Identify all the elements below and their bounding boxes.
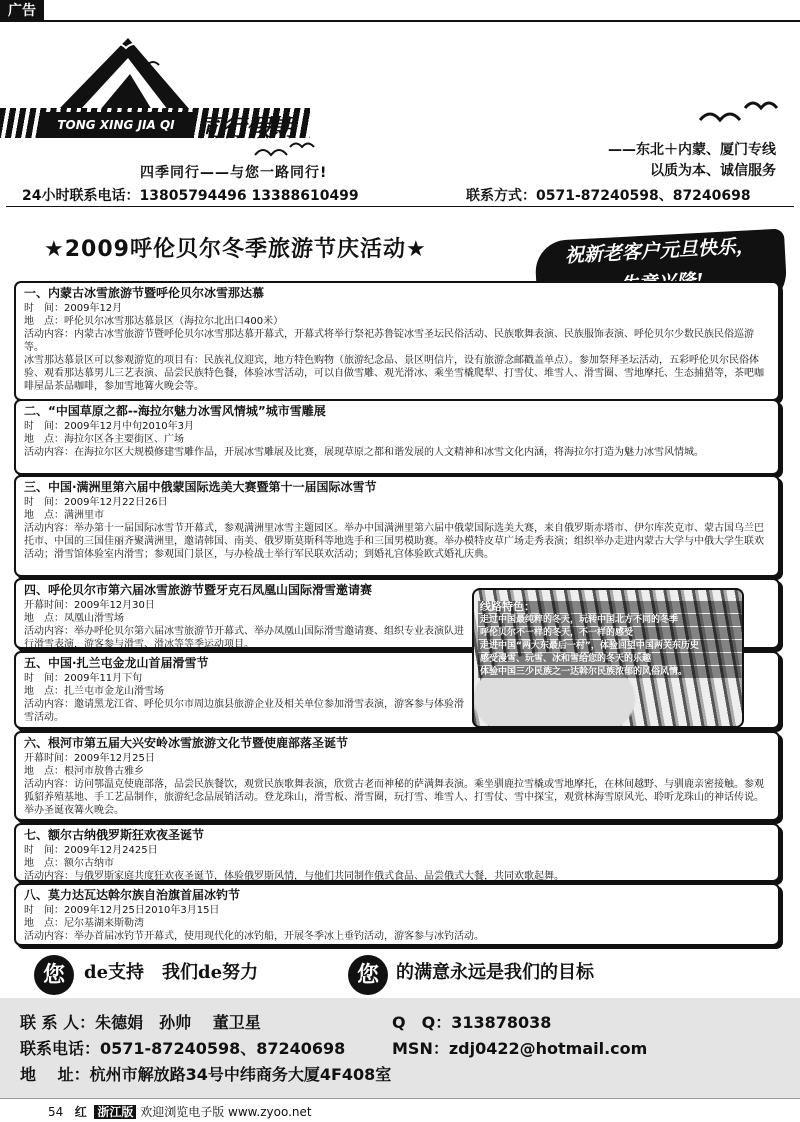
route-feature: 走过中国最纯粹的冬天，玩转中国北方不同的冬季 xyxy=(478,614,742,626)
main-title: ★2009呼伦贝尔冬季旅游节庆活动★ xyxy=(44,237,427,262)
footer-text[interactable]: 欢迎浏览电子版 www.zyoo.net xyxy=(140,1105,312,1119)
event-time: 开幕时间：2009年12月30日 xyxy=(24,600,155,611)
event-time: 时 间：2009年12月2425日 xyxy=(24,845,158,856)
contact-msn: MSN：zdj0422@hotmail.com xyxy=(392,1039,648,1058)
event-section-1 xyxy=(14,281,780,401)
event-place: 地 点：海拉尔区各主要街区、广场 xyxy=(24,434,184,445)
contact-phone: 联系电话：0571-87240598、87240698 xyxy=(20,1039,346,1058)
seagull-icon xyxy=(690,90,790,140)
route-features xyxy=(478,601,742,679)
slogan-line-1: 祝新老客户元旦快乐， xyxy=(564,235,756,267)
event-title: 一、内蒙古冰雪旅游节暨呼伦贝尔冰雪那达慕 xyxy=(24,286,265,300)
event-time: 时 间：2009年11月下旬 xyxy=(24,673,143,684)
route-feature: 走进中国“两大东最后一村”，体验回望中国两关东历史 xyxy=(478,640,742,652)
page-number: 54 xyxy=(48,1105,64,1119)
event-content: 活动内容：在海拉尔区大规模修建雪雕作品，开展冰雪雕展及比赛，展现草原之都和谐发展的人文精神和冰雪文化内涵，将海拉尔打造为魅力冰雪风情城。 xyxy=(24,447,704,458)
edition-tag: 浙江版 xyxy=(94,1105,136,1119)
route-line-1: ——东北＋内蒙、厦门专线 xyxy=(608,142,776,158)
event-content: 活动内容：举办呼伦贝尔第六届冰雪旅游节开幕式、举办凤凰山国际滑雪邀请赛、组织专业表演队进行滑雪表演，游客参与滑雪、滑冰等等季运动项目。 xyxy=(24,626,464,650)
event-content: 活动内容：与俄罗斯家庭共度狂欢夜圣诞节，体验俄罗斯风情，与他们共同制作俄式食品、品尝俄式大餐，共同欢歌起舞。 xyxy=(24,871,564,882)
event-place: 地 点：尼尔基湖来斯勒湾 xyxy=(24,918,144,929)
event-title: 七、额尔古纳俄罗斯狂欢夜圣诞节 xyxy=(24,828,205,842)
event-time: 开幕时间：2009年12月25日 xyxy=(24,753,155,764)
nin-badge-icon: 您 xyxy=(34,955,74,995)
event-place: 地 点：凤凰山滑雪场 xyxy=(24,613,124,624)
event-title: 五、中国·扎兰屯金龙山首届滑雪节 xyxy=(24,656,209,670)
logo-mark-icon xyxy=(40,30,200,114)
logo-cn: 同行假期 xyxy=(198,114,294,142)
event-extra: 冰雪那达慕景区可以参观游览的项目有：民族礼仪迎宾，地方特色购物（旅游纪念品、景区明信片，设有旅游念邮戳盖单点）。参加祭拜圣坛活动，五彩呼伦贝尔民俗体验、观看那达慕男儿三艺表演、品尝民族特色餐，体验冰雪活动，可以自做雪雕、观光滑冰、乘坐雪橇爬犁、打雪仗、堆雪人、滑雪圈、雪地摩托、生态捕猎等，茶吧咖啡屋品茶品咖啡，参加雪地篝火晚会等。 xyxy=(24,355,764,392)
event-content: 活动内容：内蒙古冰雪旅游节暨呼伦贝尔冰雪那达慕开幕式，开幕式将举行祭祀苏鲁锭冰雪圣坛民俗活动、民族歌舞表演、民族服饰表演、呼伦贝尔少数民族民俗巡游等。 xyxy=(24,329,754,353)
event-section-6 xyxy=(14,731,780,821)
tagline: 四季同行——与您一路同行! xyxy=(140,165,328,181)
event-content: 活动内容：举办第十一届国际冰雪节开幕式，参观满洲里冰雪主题园区。举办中国满洲里第六届中俄蒙国际选美大赛，来自俄罗斯赤塔市、伊尔库茨克市、蒙古国乌兰巴托市、中国的三国佳丽齐聚满洲里，邀请韩国、南美、俄罗斯莫斯科等地选手和三国男模助赛。举办模特皮草广场走秀表演；组织举办走进内蒙古大学与中俄大学生联欢活动；滑雪馆体验室内滑雪；参观国门景区，与办检战士举行军民联欢活动；到婚礼宫体验欧式婚礼庆典。 xyxy=(24,523,764,560)
event-time: 时 间：2009年12月25日2010年3月15日 xyxy=(24,905,220,916)
contact-qq: Q Q：313878038 xyxy=(392,1013,552,1032)
seagull-small-icon xyxy=(250,135,330,165)
event-place: 地 点：根河市敖鲁古雅乡 xyxy=(24,766,144,777)
event-section-2 xyxy=(14,399,780,475)
route-line-2: 以质为本、诚信服务 xyxy=(650,163,776,179)
event-place: 地 点：满洲里市 xyxy=(24,510,104,521)
event-content: 活动内容：访问鄂温克使鹿部落，品尝民族餐饮，观赏民族歌舞表演，欣赏古老而神秘的萨满舞表演。乘坐驯鹿拉雪橇或雪地摩托，在林间越野、与驯鹿亲密接触。参观狐貂养殖基地、手工艺品制作，旅游纪念品展销活动。登龙珠山，滑雪板、滑雪圈，玩打雪、堆雪人、打雪仗、雪中探宝，观赏林海雪原风光、聆听龙珠山的神话传说。举办圣诞夜篝火晚会。 xyxy=(24,779,764,816)
contact-people: 联 系 人：朱德娟 孙帅 董卫星 xyxy=(20,1013,261,1032)
event-content: 活动内容：邀请黑龙江省、呼伦贝尔市周边旗县旅游企业及相关单位参加滑雪表演，游客参与体验滑雪活动。 xyxy=(24,699,464,723)
route-feature: 感受漫雪、玩雪、冰和雪给您的冬天的乐趣 xyxy=(478,653,742,665)
logo-en: TONG XING JIA QI xyxy=(40,112,192,138)
slogan-left: de支持 我们de努力 xyxy=(84,962,259,983)
nin-badge-icon: 您 xyxy=(348,955,388,995)
header-divider xyxy=(6,206,794,207)
event-section-8 xyxy=(14,883,780,946)
contact-box xyxy=(0,998,800,1098)
ad-tag: 广告 xyxy=(0,0,44,22)
event-title: 二、“中国草原之都--海拉尔魅力冰雪风情城”城市雪雕展 xyxy=(24,404,326,418)
event-title: 六、根河市第五届大兴安岭冰雪旅游文化节暨使鹿部落圣诞节 xyxy=(24,736,349,750)
route-info xyxy=(608,140,776,182)
hotline: 24小时联系电话：13805794496 13388610499 xyxy=(22,188,359,204)
event-place: 地 点：扎兰屯市金龙山滑雪场 xyxy=(24,686,164,697)
route-feature: 呼伦贝尔不一样的冬天，不一样的感受 xyxy=(478,627,742,639)
event-section-3 xyxy=(14,475,780,577)
event-time: 时 间：2009年12月中旬2010年3月 xyxy=(24,421,194,432)
event-place: 地 点：呼伦贝尔冰雪那达慕景区（海拉尔北出口400米） xyxy=(24,316,284,327)
event-time: 时 间：2009年12月 xyxy=(24,303,123,314)
event-title: 四、呼伦贝尔市第六届冰雪旅游节暨牙克石凤凰山国际滑雪邀请赛 xyxy=(24,583,373,597)
footer-rule xyxy=(0,1098,800,1099)
slogan-right: 的满意永远是我们的目标 xyxy=(396,962,594,983)
event-time: 时 间：2009年12月22日26日 xyxy=(24,497,168,508)
contact-address: 地 址：杭州市解放路34号中纬商务大厦4F408室 xyxy=(20,1065,392,1084)
header-contact: 联系方式：0571-87240598、87240698 xyxy=(466,188,751,204)
event-title: 八、莫力达瓦达斡尔族自治旗首届冰钓节 xyxy=(24,888,241,902)
event-place: 地 点：额尔古纳市 xyxy=(24,858,114,869)
footer xyxy=(48,1104,312,1120)
event-title: 三、中国·满洲里第六届中俄蒙国际选美大赛暨第十一届国际冰雪节 xyxy=(24,480,377,494)
route-features-title: 线路特色： xyxy=(478,601,742,613)
top-rule xyxy=(0,20,800,22)
event-content: 活动内容：举办首届冰钓节开幕式，使用现代化的冰钓船，开展冬季冰上垂钓活动，游客参与冰钓活动。 xyxy=(24,931,484,942)
route-feature: 体验中国三少民族之一达斡尔民族浓郁的风俗风情。 xyxy=(478,666,742,678)
event-section-7 xyxy=(14,823,780,882)
footer-label: 红 xyxy=(74,1105,87,1119)
